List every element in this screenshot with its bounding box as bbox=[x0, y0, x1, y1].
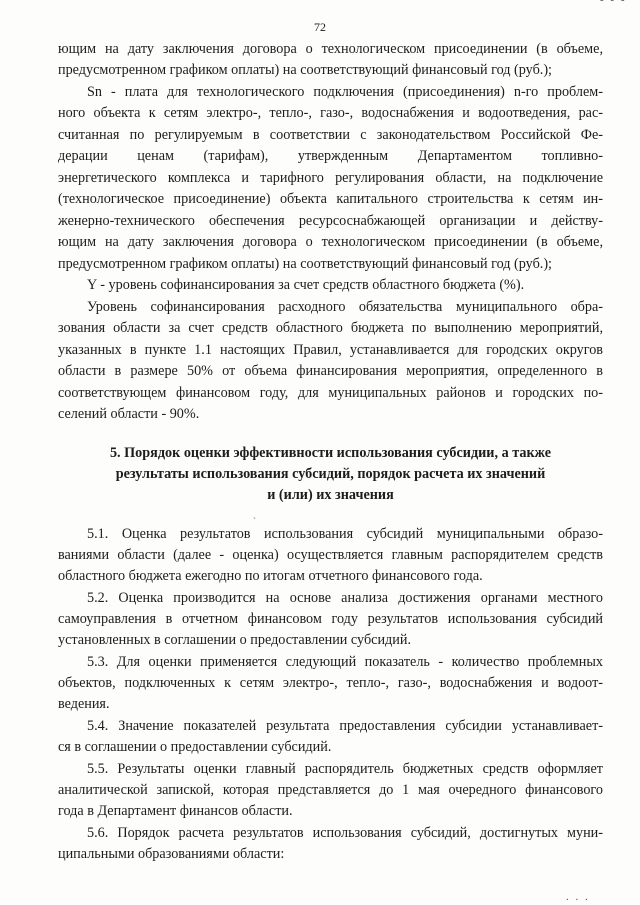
bottom-edge-mark: . . . bbox=[566, 891, 590, 903]
top-edge-mark: - - - bbox=[600, 0, 627, 6]
section-heading-line: 5. Порядок оценки эффективности использования субсидии, а также bbox=[109, 445, 552, 461]
text-line: женерно-технического обеспечения ресурсоснабжающей организации и действу- bbox=[58, 213, 603, 229]
text-line: указанных в пункте 1.1 настоящих Правил, устанавливается для городских округов bbox=[58, 342, 603, 358]
heading-mark: ˎ bbox=[253, 509, 256, 519]
text-line: ся в соглашении о предоставлении субсидий. bbox=[58, 739, 332, 755]
text-line: области в размере 50% от объема финансирования мероприятия, определенного в bbox=[58, 363, 603, 379]
text-line: ципальными образованиями области: bbox=[58, 846, 285, 862]
text-line: ваниями области (далее - оценка) осуществляется главным распорядителем средств bbox=[58, 547, 603, 563]
text-line: ющим на дату заключения договора о технологическом присоединении (в объеме, bbox=[58, 41, 603, 57]
text-line: 5.6. Порядок расчета результатов использования субсидий, достигнутых муни- bbox=[87, 825, 603, 841]
section-heading-line: и (или) их значения bbox=[267, 487, 394, 503]
text-line: года в Департамент финансов области. bbox=[58, 803, 293, 819]
text-line: 5.1. Оценка результатов использования субсидий муниципальными образо- bbox=[87, 526, 603, 542]
text-line: аналитической запиской, которая представляется до 1 мая очередного финансового bbox=[58, 782, 603, 798]
text-line: (технологическое присоединение) объекта капитального строительства к сетям ин- bbox=[58, 191, 603, 207]
text-line: объектов, подключенных к сетям электро-, тепло-, газо-, водоснабжения и водоот- bbox=[58, 675, 603, 691]
text-line: 5.2. Оценка производится на основе анализа достижения органами местного bbox=[87, 590, 603, 606]
text-line: зования области за счет средств областного бюджета по выполнению мероприятий, bbox=[58, 320, 603, 336]
text-line: соответствующем финансовом году, для муниципальных районов и городских по- bbox=[58, 385, 603, 401]
text-line: дерации ценам (тарифам), утвержденным Департаментом топливно- bbox=[58, 148, 603, 164]
text-line: считанная по регулируемым в соответствии с законодательством Российской Фе- bbox=[58, 127, 603, 143]
text-line: 5.4. Значение показателей результата предоставления субсидии устанавливает- bbox=[87, 718, 603, 734]
text-line: ведения. bbox=[58, 696, 110, 712]
text-line: самоуправления в отчетном финансовом году результатов использования субсидий bbox=[58, 611, 603, 627]
text-line: селений области - 90%. bbox=[58, 406, 200, 422]
text-line: 5.3. Для оценки применяется следующий показатель - количество проблемных bbox=[87, 654, 603, 670]
text-line: 5.5. Результаты оценки главный распорядитель бюджетных средств оформляет bbox=[87, 761, 603, 777]
section-heading-line: результаты использования субсидий, порядок расчета их значений bbox=[115, 466, 546, 482]
text-line: Sn - плата для технологического подключения (присоединения) n-го проблем- bbox=[87, 84, 603, 100]
text-line: ющим на дату заключения договора о технологическом присоединении (в объеме, bbox=[58, 234, 603, 250]
text-line: ного объекта к сетям электро-, тепло-, газо-, водоснабжения и водоотведения, рас- bbox=[58, 105, 603, 121]
text-line: предусмотренном графиком оплаты) на соответствующий финансовый год (руб.); bbox=[58, 256, 552, 272]
text-line: Y - уровень софинансирования за счет средств областного бюджета (%). bbox=[87, 277, 525, 293]
page-number: 72 bbox=[314, 20, 326, 34]
text-line: установленных в соглашении о предоставлении субсидий. bbox=[58, 632, 412, 648]
text-line: энергетического комплекса и тарифного регулирования области, на подключение bbox=[58, 170, 603, 186]
text-line: Уровень софинансирования расходного обязательства муниципального обра- bbox=[87, 299, 603, 315]
text-line: областного бюджета ежегодно по итогам отчетного финансового года. bbox=[58, 568, 483, 584]
text-line: предусмотренном графиком оплаты) на соответствующий финансовый год (руб.); bbox=[58, 62, 552, 78]
